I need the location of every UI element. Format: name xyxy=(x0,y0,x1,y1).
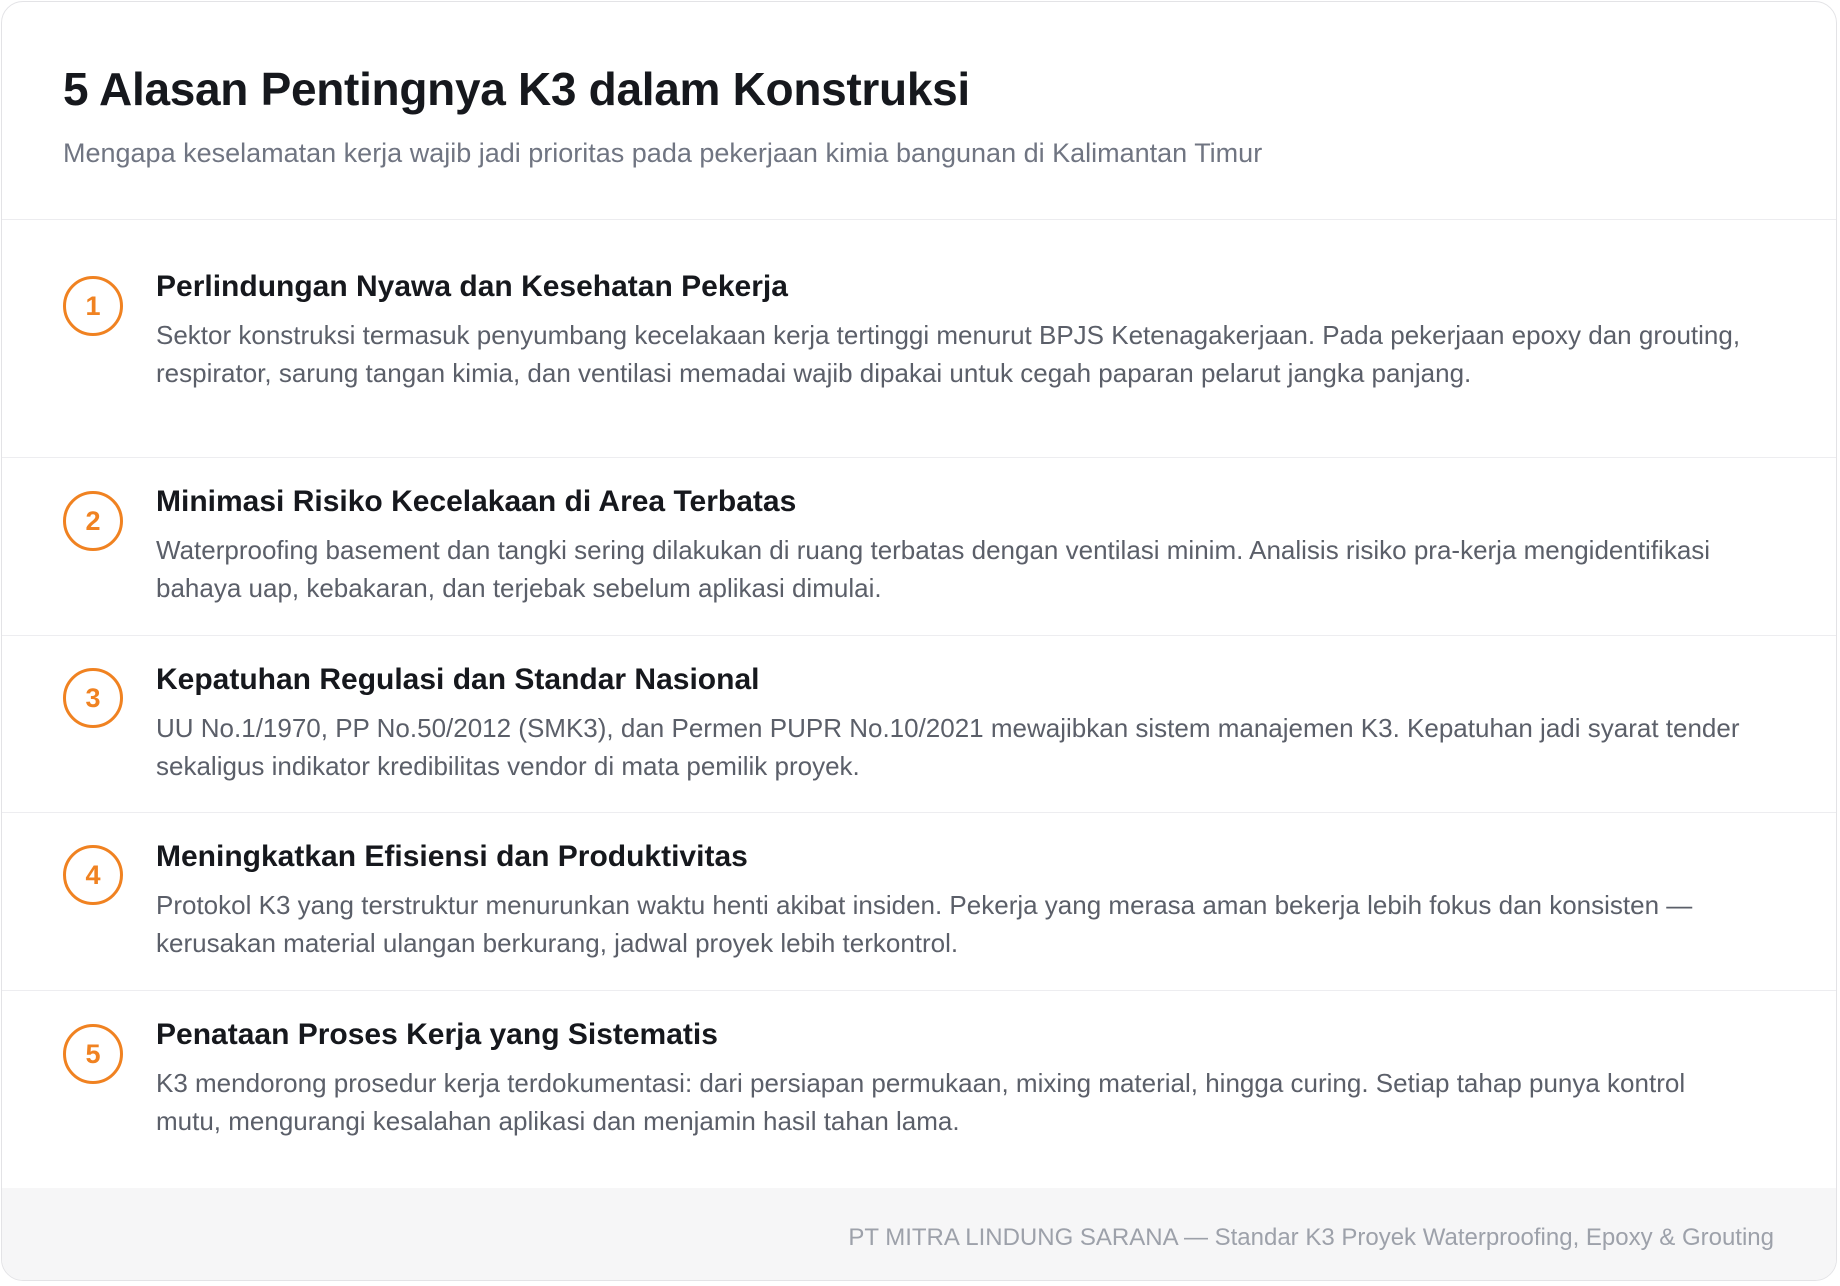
number-badge: 2 xyxy=(63,491,123,551)
item-title: Kepatuhan Regulasi dan Standar Nasional xyxy=(156,663,760,696)
list-item xyxy=(2,458,1836,636)
item-description: Waterproofing basement dan tangki sering dilakukan di ruang terbatas dengan ventilasi minim. Analisis risiko pra-kerja mengidentifikasi bahaya uap, kebakaran, dan terjebak sebelum aplikasi dimulai. xyxy=(156,535,1711,603)
number-badge: 1 xyxy=(63,276,123,336)
number-badge: 4 xyxy=(63,845,123,905)
number-badge: 3 xyxy=(63,668,123,728)
card-header xyxy=(2,2,1836,220)
list-item xyxy=(2,220,1836,458)
page-subtitle: Mengapa keselamatan kerja wajib jadi prioritas pada pekerjaan kimia bangunan di Kalimantan Timur xyxy=(63,138,1263,168)
footer-credit: PT MITRA LINDUNG SARANA — Standar K3 Proyek Waterproofing, Epoxy & Grouting xyxy=(848,1224,1774,1251)
number-badge: 5 xyxy=(63,1024,123,1084)
infographic-card xyxy=(1,1,1837,1281)
page-title: 5 Alasan Pentingnya K3 dalam Konstruksi xyxy=(63,63,970,115)
item-title: Perlindungan Nyawa dan Kesehatan Pekerja xyxy=(156,270,788,303)
item-description: K3 mendorong prosedur kerja terdokumentasi: dari persiapan permukaan, mixing material, hingga curing. Setiap tahap punya kontrol mutu, mengurangi kesalahan aplikasi dan menjamin hasil tahan lama. xyxy=(156,1068,1686,1136)
item-title: Meningkatkan Efisiensi dan Produktivitas xyxy=(156,840,748,873)
item-description: UU No.1/1970, PP No.50/2012 (SMK3), dan Permen PUPR No.10/2021 mewajibkan sistem manajemen K3. Kepatuhan jadi syarat tender sekaligus indikator kredibilitas vendor di mata pemilik proyek. xyxy=(156,713,1740,781)
card-footer xyxy=(2,1188,1836,1281)
item-title: Penataan Proses Kerja yang Sistematis xyxy=(156,1018,718,1051)
list-item xyxy=(2,813,1836,991)
list-item xyxy=(2,991,1836,1188)
item-description: Sektor konstruksi termasuk penyumbang kecelakaan kerja tertinggi menurut BPJS Ketenagakerjaan. Pada pekerjaan epoxy dan grouting, respirator, sarung tangan kimia, dan ventilasi memadai wajib dipakai untuk cegah paparan pelarut jangka panjang. xyxy=(156,320,1741,388)
item-title: Minimasi Risiko Kecelakaan di Area Terbatas xyxy=(156,485,797,518)
list-item xyxy=(2,636,1836,813)
item-description: Protokol K3 yang terstruktur menurunkan waktu henti akibat insiden. Pekerja yang merasa aman bekerja lebih fokus dan konsisten — kerusakan material ulangan berkurang, jadwal proyek lebih terkontrol. xyxy=(156,890,1693,958)
